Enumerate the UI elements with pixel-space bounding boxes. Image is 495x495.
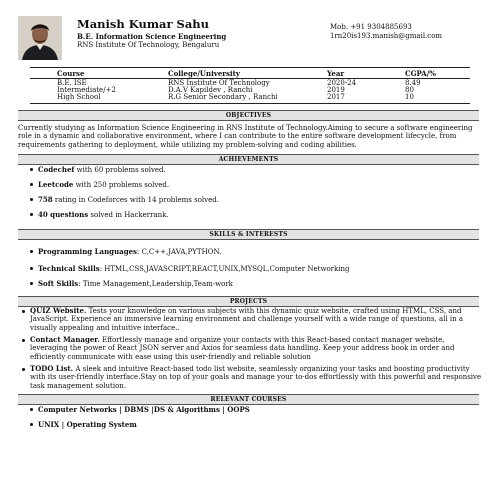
edu-header-college: College/University: [168, 69, 240, 78]
edu-cell: R.G Senior Secondary , Ranchi: [168, 93, 278, 101]
profile-photo: [18, 16, 62, 60]
edu-cell: 8.49: [405, 79, 421, 87]
bullet-icon: [30, 183, 33, 186]
bullet-icon: [30, 198, 33, 201]
bullet-icon: [22, 339, 25, 342]
mobile-number: Mob. +91 9304885693: [330, 23, 412, 31]
list-item: Computer Networks | DBMS |DS & Algorithms | OOPS: [30, 406, 250, 414]
candidate-institute: RNS Institute Of Technology, Bengaluru: [77, 41, 220, 49]
edu-cell: 80: [405, 86, 414, 94]
edu-cell: 10: [405, 93, 414, 101]
section-heading-objectives: OBJECTIVES: [18, 110, 479, 121]
project-item: Contact Manager. Effortlessly manage and organize your contacts with this React-based contact manager website, leveraging the power of React JSON server and Axios for seamless data handling. Keep your address book in order and efficiently communicate with ease using this user-friendly and reliable solution: [30, 336, 482, 361]
section-heading-skills: SKILLS & INTERESTS: [18, 229, 479, 240]
bullet-icon: [22, 310, 25, 313]
list-item: UNIX | Operating System: [30, 421, 137, 429]
edu-cell: Intermediate/+2: [57, 86, 116, 94]
section-heading-courses: RELEVANT COURSES: [18, 394, 479, 405]
edu-header-course: Course: [57, 69, 85, 78]
list-item: Programming Languages: C,C++,JAVA,PYTHON.: [30, 248, 221, 256]
edu-header-year: Year: [327, 69, 345, 78]
objective-paragraph: Currently studying as Information Science Engineering in RNS Institute of Technology.Aiming to secure a software engineering role in a dynamic and collaborative environment, where I can contribute to the entire software development lifecycle, from requirements gathering to deployment, while utilizing my problem-solving and coding abilities.: [18, 124, 473, 149]
edu-cell: RNS Institute Of Technology: [168, 79, 270, 87]
edu-cell: B.E. ISE: [57, 79, 87, 87]
project-item: TODO List. A sleek and intuitive React-based todo list website, seamlessly organizing your tasks and boosting productivity with its user-friendly interface.Stay on top of your goals and manage your to-dos effortlessly with this powerful and responsive task management solution.: [30, 365, 482, 390]
bullet-icon: [22, 368, 25, 371]
list-item: Codechef with 60 problems solved.: [30, 166, 166, 174]
edu-cell: D.A.V Kapildev , Ranchi: [168, 86, 253, 94]
bullet-icon: [30, 423, 33, 426]
bullet-icon: [30, 282, 33, 285]
bullet-icon: [30, 408, 33, 411]
project-item: QUIZ Website. Tests your knowledge on various subjects with this dynamic quiz website, crafted using HTML, CSS, and JavaScript. Experience an immersive learning environment and challenge yourself with a wide range of questions, all in a visually appealing and intuitive interface..: [30, 307, 482, 332]
email-link[interactable]: 1rn20is193.manish@gmail.com: [330, 32, 443, 40]
list-item: 758 rating in Codeforces with 14 problems solved.: [30, 196, 219, 204]
list-item: 40 questions solved in Hackerrank.: [30, 211, 169, 219]
table-top-rule: [30, 67, 470, 68]
section-heading-projects: PROJECTS: [18, 296, 479, 307]
list-item: Soft Skills: Time Management,Leadership,Team-work: [30, 280, 233, 288]
candidate-degree: B.E. Information Science Engineering: [77, 32, 227, 41]
bullet-icon: [30, 168, 33, 171]
edu-cell: 2019: [327, 86, 345, 94]
bullet-icon: [30, 267, 33, 270]
edu-cell: High School: [57, 93, 101, 101]
bullet-icon: [30, 250, 33, 253]
section-heading-achievements: ACHIEVEMENTS: [18, 154, 479, 165]
bullet-icon: [30, 213, 33, 216]
edu-cell: 2020-24: [327, 79, 357, 87]
list-item: Leetcode with 250 problems solved.: [30, 181, 169, 189]
profile-photo-image: [18, 16, 62, 60]
candidate-name: Manish Kumar Sahu: [77, 17, 210, 31]
table-bottom-rule: [30, 103, 470, 104]
edu-cell: 2017: [327, 93, 345, 101]
edu-header-cgpa: CGPA/%: [405, 69, 436, 78]
list-item: Technical Skills: HTML,CSS,JAVASCRIPT,REACT,UNIX,MYSQL,Computer Networking: [30, 265, 349, 273]
